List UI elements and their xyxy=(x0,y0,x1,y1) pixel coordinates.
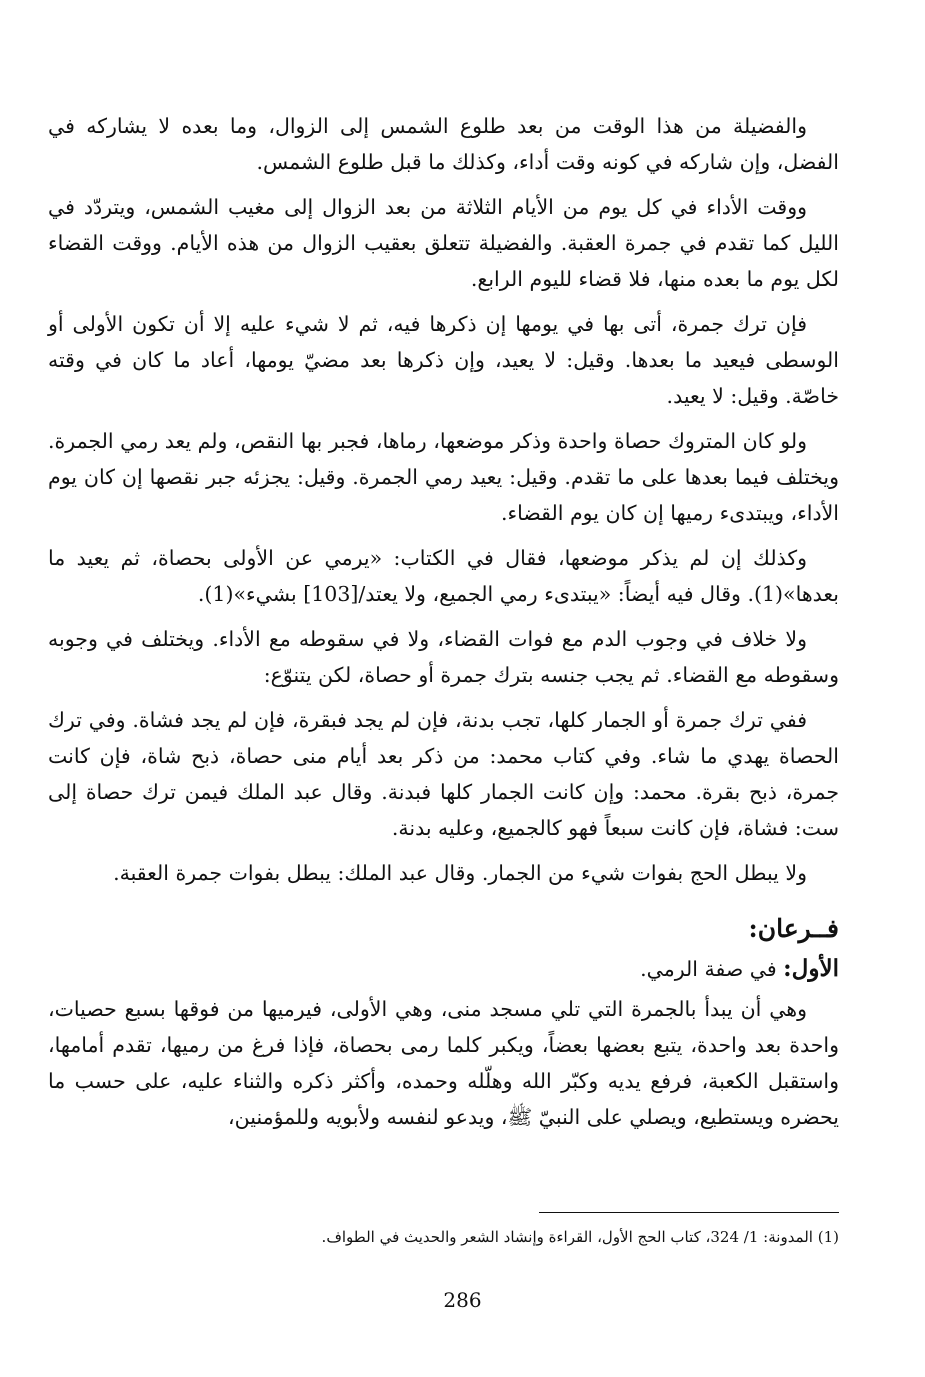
paragraph: والفضيلة من هذا الوقت من بعد طلوع الشمس إلى الزوال، وما بعده لا يشاركه في الفضل، وإن شاركه في كونه وقت أداء، وكذلك ما قبل طلوع الشمس. xyxy=(48,114,839,174)
subsection-title: في صفة الرمي. xyxy=(640,957,777,981)
paragraph: ووقت الأداء في كل يوم من الأيام الثلاثة من بعد الزوال إلى مغيب الشمس، ويتردّد في الليل كما تقدم في جمرة العقبة. والفضيلة تتعلق بعقيب الزوال من هذه الأيام. ووقت القضاء لكل يوم ما بعده منها، فلا قضاء لليوم الرابع. xyxy=(48,195,839,291)
subsection-line xyxy=(48,951,839,987)
paragraph: وهي أن يبدأ بالجمرة التي تلي مسجد منى، وهي الأولى، فيرميها من فوقها بسبع حصيات، واحدة بعد واحدة، يتبع بعضها بعضاً، ويكبر كلما رمى بحصاة، فإذا فرغ من رميها، تقدم أمامها، واستقبل الكعبة، فرفع يديه وكبّر الله وهلّله وحمده، وأكثر ذكره والثناء عليه، على حسب ما يحضره ويستطيع، ويصلي على النبيّ ﷺ، ويدعو لنفسه ولأبويه وللمؤمنين، xyxy=(48,997,839,1129)
paragraph: ففي ترك جمرة أو الجمار كلها، تجب بدنة، فإن لم يجد فبقرة، فإن لم يجد فشاة. وفي ترك الحصاة يهدي ما شاء. وفي كتاب محمد: من ذكر بعد أيام منى حصاة، ذبح شاة، فإن كانت جمرة، ذبح بقرة. محمد: وإن كانت الجمار كلها فبدنة. وقال عبد الملك فيمن ترك حصاة إلى ست: فشاة، فإن كانت سبعاً فهو كالجميع، وعليه بدنة. xyxy=(48,708,839,840)
paragraph: ولو كان المتروك حصاة واحدة وذكر موضعها، رماها، فجبر بها النقص، ولم يعد رمي الجمرة. ويختلف فيما بعدها على ما تقدم. وقيل: يعيد رمي الجمرة. وقيل: يجزئه جبر نقصها إن كان يوم الأداء، ويبتدىء رميها إن كان يوم القضاء. xyxy=(48,429,839,525)
footnote: (1) المدونة: 1/ 324، كتاب الحج الأول، القراءة وإنشاد الشعر والحديث في الطواف. xyxy=(321,1228,839,1246)
paragraph: فإن ترك جمرة، أتى بها في يومها إن ذكرها فيه، ثم لا شيء عليه إلا أن تكون الأولى أو الوسطى فيعيد ما بعدها. وقيل: لا يعيد، وإن ذكرها بعد مضيّ يومها، أعاد ما كان في وقته خاصّة. وقيل: لا يعيد. xyxy=(48,312,839,408)
paragraph: ولا خلاف في وجوب الدم مع فوات القضاء، ولا في سقوطه مع الأداء. ويختلف في وجوبه وسقوطه مع القضاء. ثم يجب جنسه بترك جمرة أو حصاة، لكن يتنوّع: xyxy=(48,627,839,687)
paragraph: ولا يبطل الحج بفوات شيء من الجمار. وقال عبد الملك: يبطل بفوات جمرة العقبة. xyxy=(113,861,807,885)
subsection-label: الأول: xyxy=(783,955,839,982)
paragraph: وكذلك إن لم يذكر موضعها، فقال في الكتاب: «يرمي عن الأولى بحصاة، ثم يعيد ما بعدها»(1). وقال فيه أيضاً: «يبتدىء رمي الجميع، ولا يعتد/[103] بشيء»(1). xyxy=(48,546,839,606)
page-number: 286 xyxy=(443,1288,482,1312)
main-text xyxy=(48,108,839,1135)
footnote-divider xyxy=(539,1212,839,1213)
section-heading: فــرعان: xyxy=(748,914,839,943)
